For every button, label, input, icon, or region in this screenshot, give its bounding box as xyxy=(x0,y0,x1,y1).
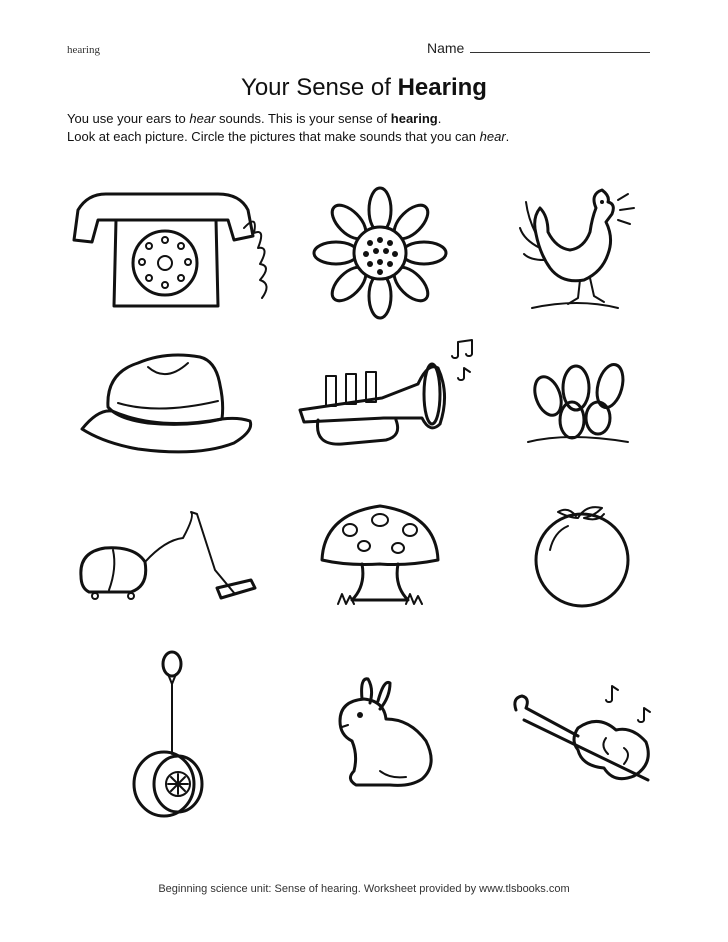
instruction-line-2 xyxy=(67,128,509,146)
orange-icon[interactable] xyxy=(528,502,638,617)
text-run: . xyxy=(437,111,442,126)
title-emphasis: Hearing xyxy=(397,74,487,101)
text-run-bold: hearing xyxy=(390,111,438,126)
vacuum-cleaner-icon[interactable] xyxy=(75,510,270,615)
rabbit-icon[interactable] xyxy=(320,675,440,800)
cactus-icon[interactable] xyxy=(518,358,638,453)
name-label: Name xyxy=(427,40,465,56)
sunflower-icon[interactable] xyxy=(318,188,443,323)
mushroom-icon[interactable] xyxy=(318,500,443,615)
footer-credit: Beginning science unit: Sense of hearing. Worksheet provided by www.tlsbooks.com xyxy=(158,883,570,895)
text-run: . xyxy=(505,129,510,144)
topic-label: hearing xyxy=(67,44,100,56)
yoyo-icon[interactable] xyxy=(128,650,208,825)
text-run-italic: hear xyxy=(189,111,216,126)
name-field[interactable] xyxy=(427,40,650,56)
violin-icon[interactable] xyxy=(508,680,658,795)
page-title xyxy=(0,74,728,102)
trumpet-icon[interactable] xyxy=(290,338,485,463)
rooster-icon[interactable] xyxy=(518,188,643,318)
text-run: You use your ears to xyxy=(67,111,190,126)
title-prefix: Your Sense of xyxy=(241,74,398,101)
hat-icon[interactable] xyxy=(78,345,258,465)
name-line[interactable] xyxy=(470,40,650,53)
instructions xyxy=(67,110,509,146)
text-run-italic: hear xyxy=(479,129,506,144)
telephone-icon[interactable] xyxy=(68,188,273,318)
text-run: sounds. This is your sense of xyxy=(215,111,391,126)
text-run: Look at each picture. Circle the pictures that make sounds that you can xyxy=(67,129,480,144)
instruction-line-1 xyxy=(67,110,509,128)
